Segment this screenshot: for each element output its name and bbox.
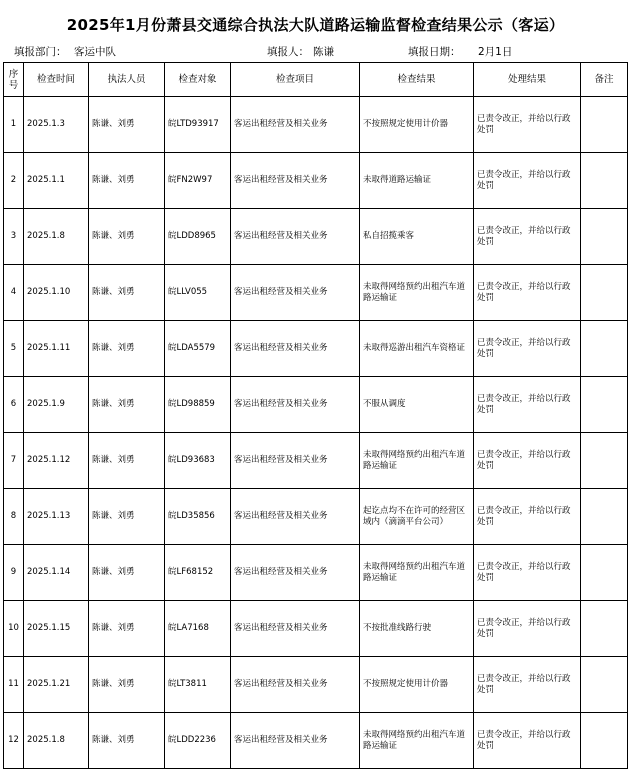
- cell-note: [581, 713, 628, 769]
- cell-no: 9: [4, 545, 24, 601]
- cell-time: 2025.1.15: [24, 601, 89, 657]
- cell-result: 不按批准线路行驶: [360, 601, 474, 657]
- cell-target: 皖LD35856: [165, 489, 231, 545]
- cell-note: [581, 377, 628, 433]
- cell-officers: 陈谦、刘勇: [89, 265, 165, 321]
- cell-officers: 陈谦、刘勇: [89, 97, 165, 153]
- cell-time: 2025.1.11: [24, 321, 89, 377]
- cell-time: 2025.1.14: [24, 545, 89, 601]
- cell-officers: 陈谦、刘勇: [89, 657, 165, 713]
- cell-officers: 陈谦、刘勇: [89, 489, 165, 545]
- table-row: [4, 657, 628, 713]
- cell-officers: 陈谦、刘勇: [89, 601, 165, 657]
- cell-item: 客运出租经营及相关业务: [231, 265, 360, 321]
- cell-no: 8: [4, 489, 24, 545]
- cell-officers: 陈谦、刘勇: [89, 321, 165, 377]
- cell-note: [581, 489, 628, 545]
- cell-target: 皖LA7168: [165, 601, 231, 657]
- cell-target: 皖LDD8965: [165, 209, 231, 265]
- cell-time: 2025.1.8: [24, 209, 89, 265]
- cell-time: 2025.1.9: [24, 377, 89, 433]
- page-title: 2025年1月份萧县交通综合执法大队道路运输监督检查结果公示（客运）: [66, 16, 565, 34]
- cell-result: 未取得网络预约出租汽车道路运输证: [360, 713, 474, 769]
- cell-target: 皖LLV055: [165, 265, 231, 321]
- cell-no: 2: [4, 153, 24, 209]
- cell-no: 11: [4, 657, 24, 713]
- cell-handling: 已责令改正，并给以行政处罚: [474, 377, 581, 433]
- cell-target: 皖LD93683: [165, 433, 231, 489]
- cell-item: 客运出租经营及相关业务: [231, 153, 360, 209]
- table-row: [4, 713, 628, 769]
- cell-officers: 陈谦、刘勇: [89, 545, 165, 601]
- cell-note: [581, 601, 628, 657]
- cell-result: 不按照规定使用计价器: [360, 97, 474, 153]
- cell-handling: 已责令改正，并给以行政处罚: [474, 433, 581, 489]
- cell-result: 未取得道路运输证: [360, 153, 474, 209]
- cell-handling: 已责令改正，并给以行政处罚: [474, 153, 581, 209]
- cell-target: 皖LDA5579: [165, 321, 231, 377]
- cell-item: 客运出租经营及相关业务: [231, 489, 360, 545]
- cell-no: 6: [4, 377, 24, 433]
- date-value: 2月1日: [478, 46, 513, 58]
- table-row: [4, 209, 628, 265]
- cell-result: 未取得网络预约出租汽车道路运输证: [360, 433, 474, 489]
- table-row: [4, 265, 628, 321]
- cell-result: 未取得巡游出租汽车资格证: [360, 321, 474, 377]
- cell-note: [581, 209, 628, 265]
- cell-handling: 已责令改正，并给以行政处罚: [474, 265, 581, 321]
- cell-no: 12: [4, 713, 24, 769]
- cell-no: 7: [4, 433, 24, 489]
- header-officers: 执法人员: [89, 63, 165, 97]
- cell-time: 2025.1.1: [24, 153, 89, 209]
- cell-item: 客运出租经营及相关业务: [231, 713, 360, 769]
- cell-note: [581, 153, 628, 209]
- cell-handling: 已责令改正，并给以行政处罚: [474, 545, 581, 601]
- cell-time: 2025.1.10: [24, 265, 89, 321]
- cell-note: [581, 433, 628, 489]
- cell-target: 皖LD98859: [165, 377, 231, 433]
- cell-time: 2025.1.13: [24, 489, 89, 545]
- table-row: [4, 433, 628, 489]
- cell-target: 皖LTD93917: [165, 97, 231, 153]
- header-result: 检查结果: [360, 63, 474, 97]
- cell-target: 皖LDD2236: [165, 713, 231, 769]
- cell-officers: 陈谦、刘勇: [89, 377, 165, 433]
- table-row: [4, 601, 628, 657]
- cell-target: 皖FN2W97: [165, 153, 231, 209]
- header-target: 检查对象: [165, 63, 231, 97]
- table-row: [4, 545, 628, 601]
- cell-item: 客运出租经营及相关业务: [231, 209, 360, 265]
- cell-time: 2025.1.21: [24, 657, 89, 713]
- header-note: 备注: [581, 63, 628, 97]
- table-row: [4, 377, 628, 433]
- cell-item: 客运出租经营及相关业务: [231, 601, 360, 657]
- dept-value: 客运中队: [74, 46, 116, 58]
- date-label: 填报日期：: [408, 46, 461, 58]
- cell-no: 10: [4, 601, 24, 657]
- cell-handling: 已责令改正，并给以行政处罚: [474, 97, 581, 153]
- cell-handling: 已责令改正，并给以行政处罚: [474, 601, 581, 657]
- cell-note: [581, 97, 628, 153]
- table-row: [4, 321, 628, 377]
- cell-time: 2025.1.3: [24, 97, 89, 153]
- cell-time: 2025.1.12: [24, 433, 89, 489]
- cell-officers: 陈谦、刘勇: [89, 209, 165, 265]
- cell-officers: 陈谦、刘勇: [89, 433, 165, 489]
- table-row: [4, 97, 628, 153]
- cell-note: [581, 657, 628, 713]
- cell-time: 2025.1.8: [24, 713, 89, 769]
- cell-item: 客运出租经营及相关业务: [231, 657, 360, 713]
- cell-no: 3: [4, 209, 24, 265]
- cell-note: [581, 265, 628, 321]
- cell-result: 未取得网络预约出租汽车道路运输证: [360, 545, 474, 601]
- cell-no: 5: [4, 321, 24, 377]
- cell-item: 客运出租经营及相关业务: [231, 377, 360, 433]
- header-item: 检查项目: [231, 63, 360, 97]
- cell-handling: 已责令改正，并给以行政处罚: [474, 489, 581, 545]
- reporter-label: 填报人：: [267, 46, 309, 58]
- cell-result: 私自招揽乘客: [360, 209, 474, 265]
- table-row: [4, 489, 628, 545]
- cell-result: 不按照规定使用计价器: [360, 657, 474, 713]
- cell-officers: 陈谦、刘勇: [89, 153, 165, 209]
- cell-result: 未取得网络预约出租汽车道路运输证: [360, 265, 474, 321]
- header-no: 序号: [4, 63, 24, 97]
- cell-item: 客运出租经营及相关业务: [231, 433, 360, 489]
- cell-officers: 陈谦、刘勇: [89, 713, 165, 769]
- cell-note: [581, 321, 628, 377]
- cell-note: [581, 545, 628, 601]
- inspection-table: [3, 62, 628, 769]
- cell-target: 皖LT3811: [165, 657, 231, 713]
- cell-target: 皖LF68152: [165, 545, 231, 601]
- cell-item: 客运出租经营及相关业务: [231, 97, 360, 153]
- cell-handling: 已责令改正，并给以行政处罚: [474, 321, 581, 377]
- cell-item: 客运出租经营及相关业务: [231, 321, 360, 377]
- cell-result: 不服从调度: [360, 377, 474, 433]
- cell-no: 1: [4, 97, 24, 153]
- reporter-value: 陈谦: [313, 46, 334, 58]
- table-row: [4, 153, 628, 209]
- dept-label: 填报部门：: [14, 46, 67, 58]
- cell-handling: 已责令改正，并给以行政处罚: [474, 713, 581, 769]
- cell-handling: 已责令改正，并给以行政处罚: [474, 209, 581, 265]
- cell-item: 客运出租经营及相关业务: [231, 545, 360, 601]
- cell-result: 起讫点均不在许可的经营区域内（滴滴平台公司）: [360, 489, 474, 545]
- header-handling: 处理结果: [474, 63, 581, 97]
- header-row: [4, 63, 628, 97]
- cell-no: 4: [4, 265, 24, 321]
- header-time: 检查时间: [24, 63, 89, 97]
- cell-handling: 已责令改正，并给以行政处罚: [474, 657, 581, 713]
